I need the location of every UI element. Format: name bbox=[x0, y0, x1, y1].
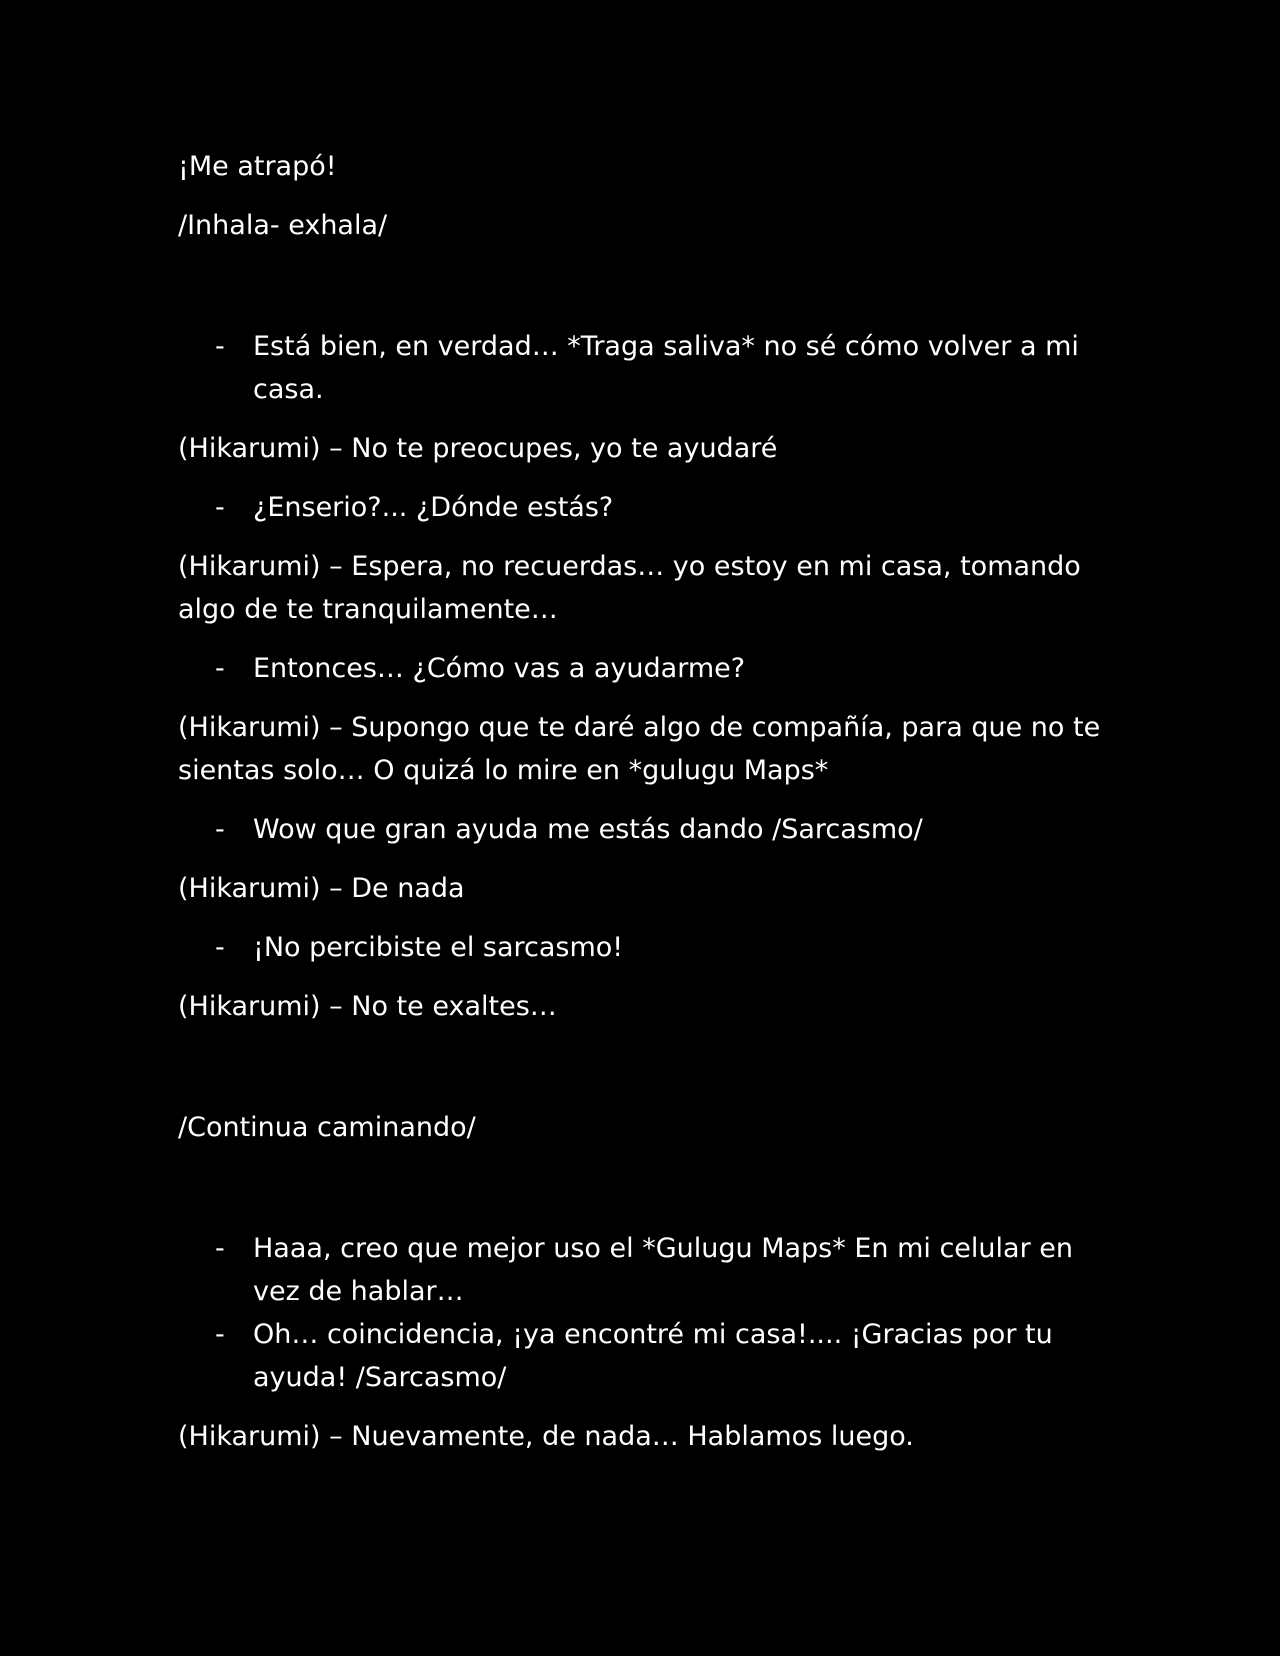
hikarumi-line: (Hikarumi) – No te exaltes… bbox=[178, 991, 557, 1022]
dialogue-bullet bbox=[178, 647, 1108, 690]
blank-line bbox=[178, 263, 1108, 325]
hikarumi-line: (Hikarumi) – Nuevamente, de nada… Hablamos luego. bbox=[178, 1421, 914, 1452]
hikarumi-line: (Hikarumi) – Supongo que te daré algo de compañía, para que no te sientas solo… O quizá lo mire en *gulugu Maps* bbox=[178, 712, 1101, 786]
hikarumi-line: (Hikarumi) – No te preocupes, yo te ayudaré bbox=[178, 433, 778, 464]
dialogue-bullet bbox=[178, 325, 1108, 411]
dash-marker: - bbox=[215, 1319, 225, 1350]
blank-line bbox=[178, 1044, 1108, 1106]
dialogue-bullet bbox=[178, 486, 1108, 529]
bullet-text: Entonces… ¿Cómo vas a ayudarme? bbox=[253, 653, 746, 684]
hikarumi-line: (Hikarumi) – De nada bbox=[178, 873, 465, 904]
dash-marker: - bbox=[215, 331, 225, 362]
stage-direction: /Inhala- exhala/ bbox=[178, 210, 388, 241]
bullet-text: ¿Enserio?... ¿Dónde estás? bbox=[253, 492, 614, 523]
dash-marker: - bbox=[215, 1233, 225, 1264]
dialogue-bullet bbox=[178, 926, 1108, 969]
document-page bbox=[178, 145, 1108, 1474]
dash-marker: - bbox=[215, 814, 225, 845]
bullet-text: ¡No percibiste el sarcasmo! bbox=[253, 932, 624, 963]
dialogue-bullet bbox=[178, 808, 1108, 851]
bullet-text: Oh… coincidencia, ¡ya encontré mi casa!.... ¡Gracias por tu ayuda! /Sarcasmo/ bbox=[253, 1319, 1053, 1393]
dialogue-bullet bbox=[178, 1227, 1108, 1313]
dash-marker: - bbox=[215, 492, 225, 523]
bullet-text: Está bien, en verdad… *Traga saliva* no sé cómo volver a mi casa. bbox=[253, 331, 1079, 405]
stage-direction: /Continua caminando/ bbox=[178, 1112, 476, 1143]
dash-marker: - bbox=[215, 653, 225, 684]
blank-line bbox=[178, 1165, 1108, 1227]
hikarumi-line: (Hikarumi) – Espera, no recuerdas… yo estoy en mi casa, tomando algo de te tranquilamente… bbox=[178, 551, 1081, 625]
dash-marker: - bbox=[215, 932, 225, 963]
bullet-text: Wow que gran ayuda me estás dando /Sarcasmo/ bbox=[253, 814, 923, 845]
narration-line: ¡Me atrapó! bbox=[178, 151, 337, 182]
dialogue-bullet bbox=[178, 1313, 1108, 1399]
bullet-text: Haaa, creo que mejor uso el *Gulugu Maps* En mi celular en vez de hablar… bbox=[253, 1233, 1073, 1307]
